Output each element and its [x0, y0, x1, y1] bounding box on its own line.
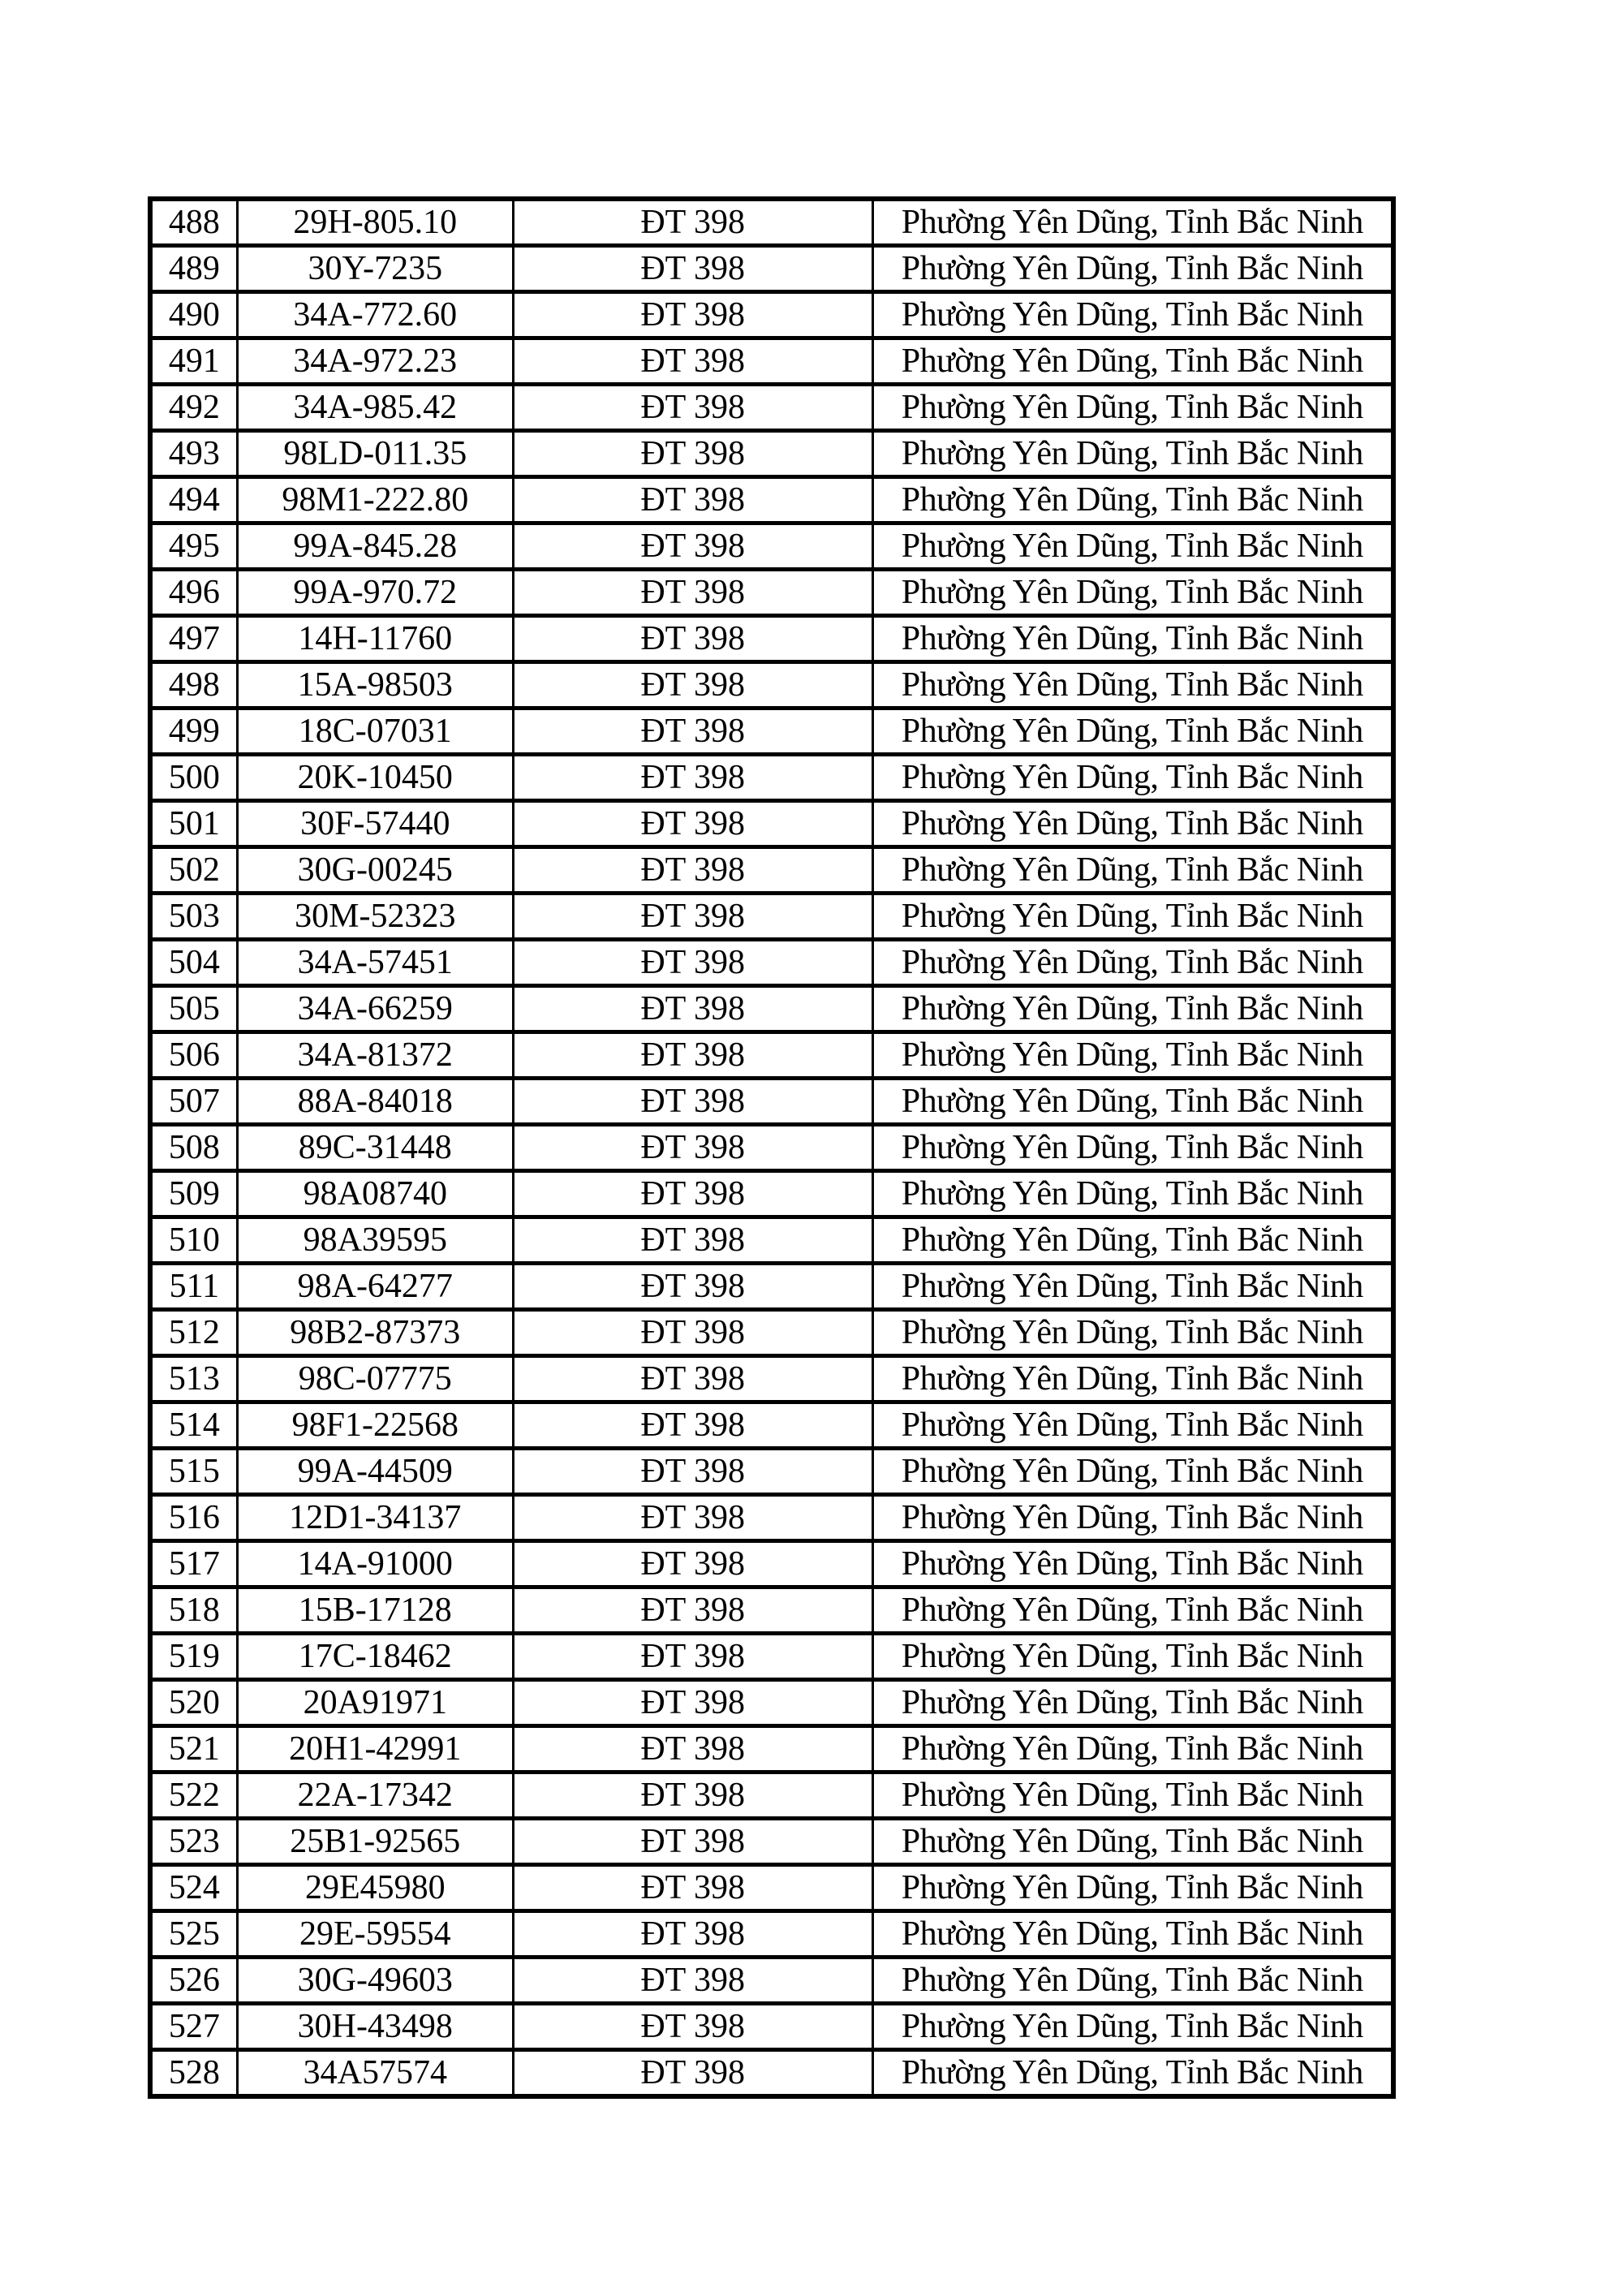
road-cell: ĐT 398 [513, 1171, 872, 1217]
plate-cell: 30G-00245 [237, 847, 513, 894]
row-number-cell: 500 [150, 755, 237, 801]
table-row [150, 385, 1393, 431]
plate-cell: 29E-59554 [237, 1911, 513, 1958]
road-cell: ĐT 398 [513, 1495, 872, 1541]
location-cell: Phường Yên Dũng, Tỉnh Bắc Ninh [872, 1680, 1393, 1726]
location-cell: Phường Yên Dũng, Tỉnh Bắc Ninh [872, 246, 1393, 292]
row-number-cell: 496 [150, 570, 237, 616]
row-number-cell: 498 [150, 662, 237, 709]
row-number-cell: 508 [150, 1125, 237, 1171]
plate-cell: 98A39595 [237, 1217, 513, 1264]
location-cell: Phường Yên Dũng, Tỉnh Bắc Ninh [872, 1310, 1393, 1356]
road-cell: ĐT 398 [513, 1634, 872, 1680]
location-cell: Phường Yên Dũng, Tỉnh Bắc Ninh [872, 616, 1393, 662]
table-row [150, 1125, 1393, 1171]
table-row [150, 477, 1393, 523]
table-row [150, 1541, 1393, 1587]
location-cell: Phường Yên Dũng, Tỉnh Bắc Ninh [872, 477, 1393, 523]
row-number-cell: 520 [150, 1680, 237, 1726]
table-row [150, 431, 1393, 477]
row-number-cell: 490 [150, 292, 237, 338]
plate-cell: 12D1-34137 [237, 1495, 513, 1541]
road-cell: ĐT 398 [513, 755, 872, 801]
table-row [150, 2050, 1393, 2097]
road-cell: ĐT 398 [513, 1587, 872, 1634]
road-cell: ĐT 398 [513, 1726, 872, 1773]
table-row [150, 246, 1393, 292]
plate-cell: 30H-43498 [237, 2004, 513, 2050]
location-cell: Phường Yên Dũng, Tỉnh Bắc Ninh [872, 1217, 1393, 1264]
location-cell: Phường Yên Dũng, Tỉnh Bắc Ninh [872, 1171, 1393, 1217]
location-cell: Phường Yên Dũng, Tỉnh Bắc Ninh [872, 894, 1393, 940]
location-cell: Phường Yên Dũng, Tỉnh Bắc Ninh [872, 1865, 1393, 1911]
table-row [150, 523, 1393, 570]
location-cell: Phường Yên Dũng, Tỉnh Bắc Ninh [872, 1449, 1393, 1495]
row-number-cell: 491 [150, 338, 237, 385]
road-cell: ĐT 398 [513, 1680, 872, 1726]
table-row [150, 1634, 1393, 1680]
plate-cell: 88A-84018 [237, 1079, 513, 1125]
plate-cell: 30F-57440 [237, 801, 513, 847]
row-number-cell: 494 [150, 477, 237, 523]
plate-cell: 20A91971 [237, 1680, 513, 1726]
row-number-cell: 511 [150, 1264, 237, 1310]
location-cell: Phường Yên Dũng, Tỉnh Bắc Ninh [872, 1726, 1393, 1773]
location-cell: Phường Yên Dũng, Tỉnh Bắc Ninh [872, 1264, 1393, 1310]
road-cell: ĐT 398 [513, 246, 872, 292]
road-cell: ĐT 398 [513, 477, 872, 523]
table-row [150, 1402, 1393, 1449]
road-cell: ĐT 398 [513, 709, 872, 755]
row-number-cell: 509 [150, 1171, 237, 1217]
location-cell: Phường Yên Dũng, Tỉnh Bắc Ninh [872, 1541, 1393, 1587]
plate-cell: 34A-57451 [237, 940, 513, 986]
road-cell: ĐT 398 [513, 616, 872, 662]
location-cell: Phường Yên Dũng, Tỉnh Bắc Ninh [872, 431, 1393, 477]
plate-cell: 98M1-222.80 [237, 477, 513, 523]
location-cell: Phường Yên Dũng, Tỉnh Bắc Ninh [872, 338, 1393, 385]
row-number-cell: 518 [150, 1587, 237, 1634]
table-row [150, 292, 1393, 338]
road-cell: ĐT 398 [513, 1310, 872, 1356]
table-row [150, 1865, 1393, 1911]
table-row [150, 1171, 1393, 1217]
row-number-cell: 510 [150, 1217, 237, 1264]
table-row [150, 662, 1393, 709]
location-cell: Phường Yên Dũng, Tỉnh Bắc Ninh [872, 1032, 1393, 1079]
row-number-cell: 488 [150, 199, 237, 246]
table-row [150, 570, 1393, 616]
location-cell: Phường Yên Dũng, Tỉnh Bắc Ninh [872, 523, 1393, 570]
table-row [150, 709, 1393, 755]
row-number-cell: 489 [150, 246, 237, 292]
road-cell: ĐT 398 [513, 1125, 872, 1171]
table-row [150, 986, 1393, 1032]
plate-cell: 34A-972.23 [237, 338, 513, 385]
row-number-cell: 525 [150, 1911, 237, 1958]
row-number-cell: 495 [150, 523, 237, 570]
plate-cell: 18C-07031 [237, 709, 513, 755]
table-row [150, 1310, 1393, 1356]
road-cell: ĐT 398 [513, 1911, 872, 1958]
table-row [150, 755, 1393, 801]
location-cell: Phường Yên Dũng, Tỉnh Bắc Ninh [872, 385, 1393, 431]
road-cell: ĐT 398 [513, 1819, 872, 1865]
row-number-cell: 502 [150, 847, 237, 894]
location-cell: Phường Yên Dũng, Tỉnh Bắc Ninh [872, 1819, 1393, 1865]
plate-cell: 98F1-22568 [237, 1402, 513, 1449]
row-number-cell: 503 [150, 894, 237, 940]
row-number-cell: 516 [150, 1495, 237, 1541]
row-number-cell: 505 [150, 986, 237, 1032]
table-row [150, 801, 1393, 847]
row-number-cell: 517 [150, 1541, 237, 1587]
plate-cell: 14A-91000 [237, 1541, 513, 1587]
plate-cell: 99A-970.72 [237, 570, 513, 616]
table-row [150, 616, 1393, 662]
road-cell: ĐT 398 [513, 1217, 872, 1264]
plate-cell: 22A-17342 [237, 1773, 513, 1819]
plate-cell: 30G-49603 [237, 1958, 513, 2004]
plate-cell: 20H1-42991 [237, 1726, 513, 1773]
plate-list-table [148, 196, 1396, 2099]
row-number-cell: 515 [150, 1449, 237, 1495]
row-number-cell: 507 [150, 1079, 237, 1125]
plate-cell: 98C-07775 [237, 1356, 513, 1402]
road-cell: ĐT 398 [513, 385, 872, 431]
row-number-cell: 506 [150, 1032, 237, 1079]
row-number-cell: 522 [150, 1773, 237, 1819]
road-cell: ĐT 398 [513, 2050, 872, 2097]
table-row [150, 894, 1393, 940]
location-cell: Phường Yên Dũng, Tỉnh Bắc Ninh [872, 199, 1393, 246]
table-row [150, 1495, 1393, 1541]
location-cell: Phường Yên Dũng, Tỉnh Bắc Ninh [872, 1495, 1393, 1541]
plate-cell: 99A-845.28 [237, 523, 513, 570]
location-cell: Phường Yên Dũng, Tỉnh Bắc Ninh [872, 755, 1393, 801]
table-row [150, 1958, 1393, 2004]
location-cell: Phường Yên Dũng, Tỉnh Bắc Ninh [872, 801, 1393, 847]
plate-cell: 20K-10450 [237, 755, 513, 801]
table-row [150, 940, 1393, 986]
row-number-cell: 504 [150, 940, 237, 986]
row-number-cell: 512 [150, 1310, 237, 1356]
table-row [150, 199, 1393, 246]
table-row [150, 1264, 1393, 1310]
road-cell: ĐT 398 [513, 292, 872, 338]
row-number-cell: 523 [150, 1819, 237, 1865]
row-number-cell: 528 [150, 2050, 237, 2097]
plate-cell: 29H-805.10 [237, 199, 513, 246]
plate-cell: 99A-44509 [237, 1449, 513, 1495]
location-cell: Phường Yên Dũng, Tỉnh Bắc Ninh [872, 292, 1393, 338]
row-number-cell: 521 [150, 1726, 237, 1773]
row-number-cell: 526 [150, 1958, 237, 2004]
table-row [150, 1773, 1393, 1819]
table-row [150, 1911, 1393, 1958]
plate-cell: 34A-772.60 [237, 292, 513, 338]
plate-cell: 98B2-87373 [237, 1310, 513, 1356]
plate-cell: 17C-18462 [237, 1634, 513, 1680]
road-cell: ĐT 398 [513, 894, 872, 940]
plate-cell: 14H-11760 [237, 616, 513, 662]
row-number-cell: 499 [150, 709, 237, 755]
plate-cell: 89C-31448 [237, 1125, 513, 1171]
table-body [150, 199, 1393, 2096]
row-number-cell: 514 [150, 1402, 237, 1449]
road-cell: ĐT 398 [513, 986, 872, 1032]
row-number-cell: 501 [150, 801, 237, 847]
plate-cell: 30Y-7235 [237, 246, 513, 292]
plate-cell: 25B1-92565 [237, 1819, 513, 1865]
plate-cell: 15B-17128 [237, 1587, 513, 1634]
location-cell: Phường Yên Dũng, Tỉnh Bắc Ninh [872, 2050, 1393, 2097]
row-number-cell: 513 [150, 1356, 237, 1402]
road-cell: ĐT 398 [513, 1264, 872, 1310]
row-number-cell: 527 [150, 2004, 237, 2050]
location-cell: Phường Yên Dũng, Tỉnh Bắc Ninh [872, 940, 1393, 986]
road-cell: ĐT 398 [513, 431, 872, 477]
plate-cell: 34A-81372 [237, 1032, 513, 1079]
plate-cell: 30M-52323 [237, 894, 513, 940]
plate-cell: 98A-64277 [237, 1264, 513, 1310]
row-number-cell: 524 [150, 1865, 237, 1911]
road-cell: ĐT 398 [513, 1032, 872, 1079]
row-number-cell: 492 [150, 385, 237, 431]
plate-cell: 98LD-011.35 [237, 431, 513, 477]
location-cell: Phường Yên Dũng, Tỉnh Bắc Ninh [872, 2004, 1393, 2050]
road-cell: ĐT 398 [513, 523, 872, 570]
road-cell: ĐT 398 [513, 199, 872, 246]
location-cell: Phường Yên Dũng, Tỉnh Bắc Ninh [872, 570, 1393, 616]
location-cell: Phường Yên Dũng, Tỉnh Bắc Ninh [872, 1587, 1393, 1634]
plate-cell: 34A-985.42 [237, 385, 513, 431]
row-number-cell: 493 [150, 431, 237, 477]
road-cell: ĐT 398 [513, 847, 872, 894]
location-cell: Phường Yên Dũng, Tỉnh Bắc Ninh [872, 662, 1393, 709]
table-row [150, 1587, 1393, 1634]
road-cell: ĐT 398 [513, 1773, 872, 1819]
row-number-cell: 497 [150, 616, 237, 662]
location-cell: Phường Yên Dũng, Tỉnh Bắc Ninh [872, 847, 1393, 894]
location-cell: Phường Yên Dũng, Tỉnh Bắc Ninh [872, 709, 1393, 755]
road-cell: ĐT 398 [513, 1449, 872, 1495]
location-cell: Phường Yên Dũng, Tỉnh Bắc Ninh [872, 1634, 1393, 1680]
road-cell: ĐT 398 [513, 662, 872, 709]
location-cell: Phường Yên Dũng, Tỉnh Bắc Ninh [872, 1402, 1393, 1449]
location-cell: Phường Yên Dũng, Tỉnh Bắc Ninh [872, 986, 1393, 1032]
table-row [150, 1079, 1393, 1125]
road-cell: ĐT 398 [513, 1958, 872, 2004]
road-cell: ĐT 398 [513, 940, 872, 986]
table-row [150, 2004, 1393, 2050]
table-row [150, 1032, 1393, 1079]
table-row [150, 1680, 1393, 1726]
plate-cell: 98A08740 [237, 1171, 513, 1217]
plate-cell: 34A-66259 [237, 986, 513, 1032]
road-cell: ĐT 398 [513, 2004, 872, 2050]
table-row [150, 1726, 1393, 1773]
location-cell: Phường Yên Dũng, Tỉnh Bắc Ninh [872, 1079, 1393, 1125]
location-cell: Phường Yên Dũng, Tỉnh Bắc Ninh [872, 1911, 1393, 1958]
table-row [150, 847, 1393, 894]
location-cell: Phường Yên Dũng, Tỉnh Bắc Ninh [872, 1125, 1393, 1171]
road-cell: ĐT 398 [513, 1402, 872, 1449]
road-cell: ĐT 398 [513, 1356, 872, 1402]
table-row [150, 1449, 1393, 1495]
table-row [150, 338, 1393, 385]
road-cell: ĐT 398 [513, 1865, 872, 1911]
plate-list-table-container [148, 196, 1396, 2099]
road-cell: ĐT 398 [513, 338, 872, 385]
row-number-cell: 519 [150, 1634, 237, 1680]
location-cell: Phường Yên Dũng, Tỉnh Bắc Ninh [872, 1356, 1393, 1402]
plate-cell: 15A-98503 [237, 662, 513, 709]
road-cell: ĐT 398 [513, 570, 872, 616]
plate-cell: 29E45980 [237, 1865, 513, 1911]
road-cell: ĐT 398 [513, 801, 872, 847]
location-cell: Phường Yên Dũng, Tỉnh Bắc Ninh [872, 1958, 1393, 2004]
table-row [150, 1819, 1393, 1865]
table-row [150, 1217, 1393, 1264]
road-cell: ĐT 398 [513, 1079, 872, 1125]
road-cell: ĐT 398 [513, 1541, 872, 1587]
plate-cell: 34A57574 [237, 2050, 513, 2097]
table-row [150, 1356, 1393, 1402]
location-cell: Phường Yên Dũng, Tỉnh Bắc Ninh [872, 1773, 1393, 1819]
